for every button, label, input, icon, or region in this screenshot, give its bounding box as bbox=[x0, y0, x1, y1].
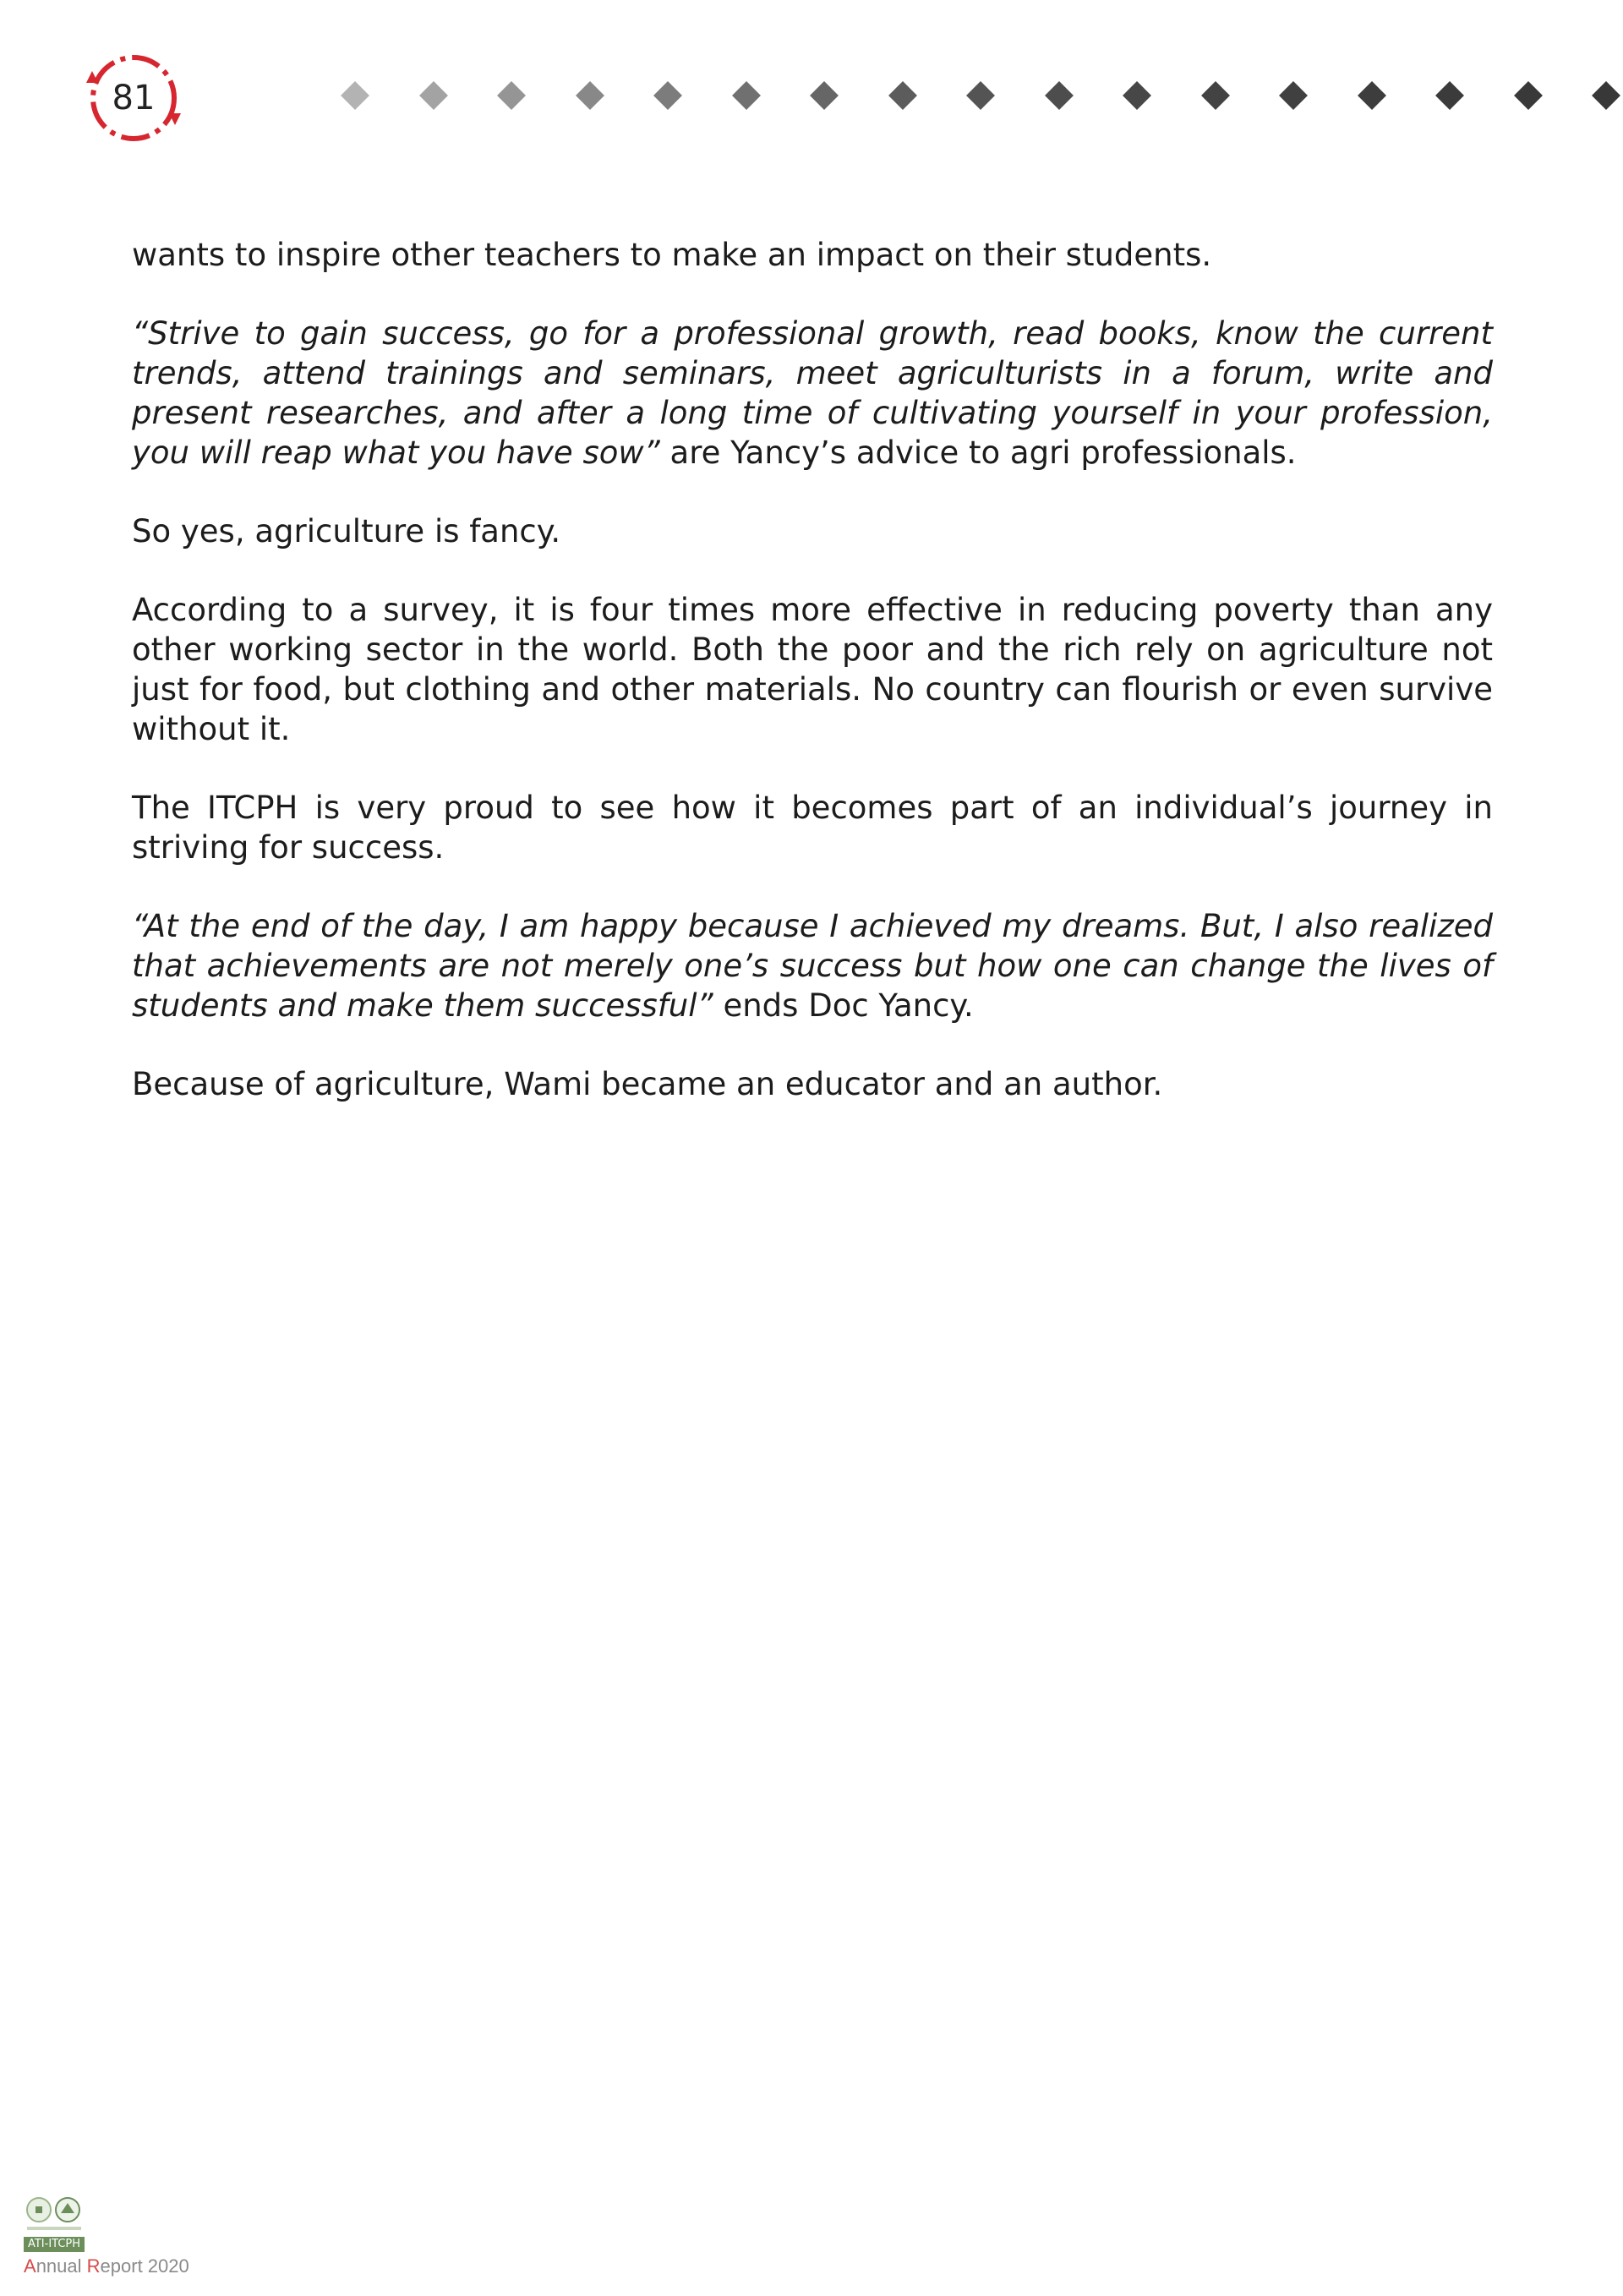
paragraph-fancy: So yes, agriculture is fancy. bbox=[132, 513, 561, 549]
paragraph-itcph: The ITCPH is very proud to see how it becomes part of an individual’s journey in striving for success. bbox=[132, 790, 1493, 866]
paragraph-closing-quote bbox=[132, 906, 1493, 1025]
closing-quote: “At the end of the day, I am happy because I achieved my dreams. But, I also realized that achievements are not merely one’s success but how one can change the lives of students and make them successful” bbox=[132, 908, 1493, 1024]
header-diamond bbox=[732, 81, 761, 110]
paragraph-conclusion: Because of agriculture, Wami became an educator and an author. bbox=[132, 1066, 1163, 1102]
advice-quote: “Strive to gain success, go for a professional growth, read books, know the current trends, attend trainings and seminars, meet agriculturists in a forum, write and present researches, and after a long time of cultivating yourself in your profession, you will reap what you have sow” bbox=[132, 315, 1493, 471]
paragraph-intro: wants to inspire other teachers to make an impact on their students. bbox=[132, 237, 1212, 273]
header-diamond bbox=[1514, 81, 1543, 110]
header-diamond bbox=[1045, 81, 1074, 110]
header-diamond bbox=[1279, 81, 1308, 110]
header-diamond bbox=[1123, 81, 1151, 110]
annual-report-label bbox=[24, 2255, 189, 2277]
header-diamond bbox=[1592, 81, 1620, 110]
header-diamond bbox=[810, 81, 839, 110]
header-diamond bbox=[497, 81, 526, 110]
header-diamond bbox=[1358, 81, 1386, 110]
organization-logos-icon bbox=[24, 2195, 85, 2235]
page-number: 81 bbox=[112, 79, 156, 118]
header-diamond bbox=[1201, 81, 1230, 110]
header-diamond bbox=[966, 81, 995, 110]
annual-report-word-report: eport 2020 bbox=[100, 2255, 189, 2277]
annual-report-initial-r: R bbox=[86, 2255, 101, 2277]
header-diamond bbox=[419, 81, 448, 110]
page-number-badge bbox=[78, 49, 189, 147]
header-diamond bbox=[653, 81, 682, 110]
paragraph-survey: According to a survey, it is four times more effective in reducing poverty than any other working sector in the world. Both the poor and the rich rely on agriculture not just for food, but clothing and other materials. No country can flourish or even survive without it. bbox=[132, 592, 1493, 747]
header-diamond bbox=[1435, 81, 1464, 110]
header-diamond bbox=[888, 81, 917, 110]
footer-logo-tag: ATI-ITCPH bbox=[24, 2237, 85, 2252]
advice-attribution: are Yancy’s advice to agri professionals. bbox=[659, 435, 1297, 471]
paragraph-advice-quote bbox=[132, 314, 1493, 473]
header-diamond bbox=[576, 81, 604, 110]
header-diamond bbox=[341, 81, 369, 110]
annual-report-word-annual: nnual bbox=[36, 2255, 87, 2277]
article-body bbox=[132, 235, 1493, 1143]
annual-report-initial-a: A bbox=[24, 2255, 36, 2277]
footer bbox=[24, 2195, 243, 2288]
closing-attribution: ends Doc Yancy. bbox=[713, 987, 974, 1024]
header-diamond-row bbox=[338, 81, 1623, 115]
